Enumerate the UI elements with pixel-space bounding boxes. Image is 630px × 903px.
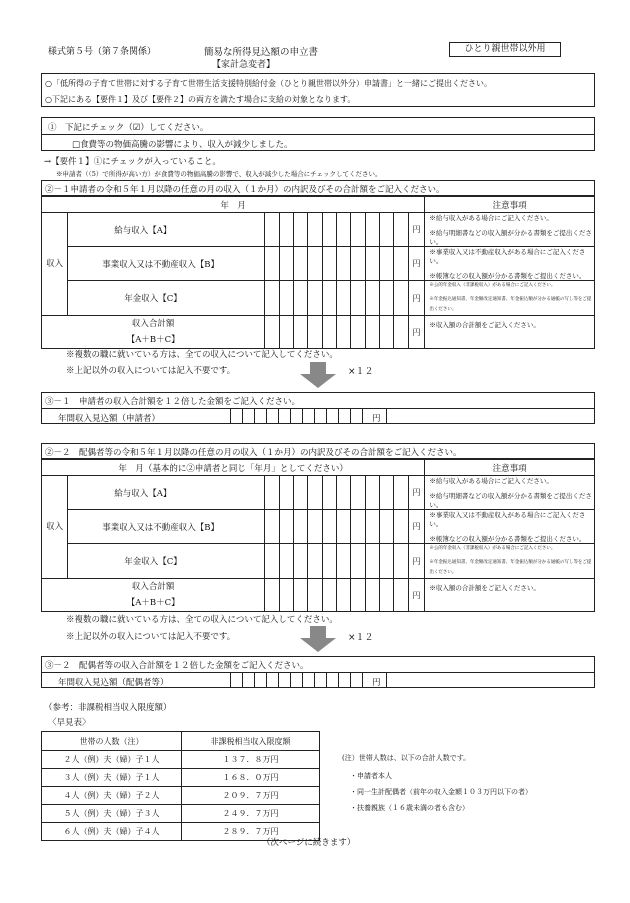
form-type-box: ひとり親世帯以外用 (449, 42, 561, 57)
digit-cell[interactable] (336, 579, 350, 612)
digit-cell[interactable] (394, 510, 408, 544)
form-number: 様式第５号（第７条関係） (48, 47, 157, 57)
income-side-label: 収入 (42, 476, 68, 579)
digit-cell[interactable] (336, 510, 350, 544)
section-2-2-title: ②－２ 配偶者等の令和５年１月以降の任意の月の収入（１か月）の内訳及びその合計額をご記入ください。 (45, 448, 462, 458)
footnote: ※複数の職に就いている方は、全ての収入について記入してください。 (66, 350, 338, 360)
digit-cell[interactable] (365, 476, 379, 510)
annual-label: 年間収入見込額（申請者） (58, 414, 161, 424)
down-arrow-icon (310, 362, 326, 374)
digit-cell[interactable] (322, 579, 336, 612)
digit-cell[interactable] (322, 213, 336, 247)
digit-cell[interactable] (351, 281, 365, 316)
notes-header: 注意事項 (425, 460, 595, 476)
digit-cell[interactable] (365, 213, 379, 247)
multiplier: ×１２ (348, 367, 374, 377)
digit-cell[interactable] (322, 544, 336, 579)
footnote: ※上記以外の収入については記入不要です。 (66, 632, 236, 642)
note-line: ※公的年金収入（非課税収入）がある場合にご記入ください。 (429, 546, 556, 551)
down-arrow-icon (310, 626, 326, 638)
digit-cell[interactable] (265, 247, 279, 281)
digit-cell[interactable] (308, 316, 322, 349)
digit-cell[interactable] (265, 281, 279, 316)
digit-cell[interactable] (279, 281, 293, 316)
ref-limit: １３７．８万円 (182, 751, 320, 769)
digit-cell[interactable] (293, 247, 307, 281)
digit-cell[interactable] (308, 476, 322, 510)
yen-unit: 円 (408, 544, 425, 579)
digit-cell[interactable] (394, 213, 408, 247)
total-label: 収入合計額 (131, 319, 175, 329)
digit-cell[interactable] (379, 213, 393, 247)
ref-col-header: 非課税相当収入限度額 (182, 732, 320, 751)
digit-cell[interactable] (265, 316, 279, 349)
ref-people: ３人（例）夫（婦）子１人 (42, 769, 182, 787)
digit-cell[interactable] (308, 247, 322, 281)
ym-header: 年 月（基本的に②申請者と同じ「年月」としてください） (42, 460, 425, 476)
digit-cell[interactable] (379, 247, 393, 281)
digit-cell[interactable] (265, 544, 279, 579)
digit-cell[interactable] (394, 247, 408, 281)
row-label: 事業収入又は不動産収入【B】 (68, 247, 265, 281)
row-label: 事業収入又は不動産収入【B】 (68, 510, 265, 544)
note-line: ※公的年金収入（非課税収入）がある場合にご記入ください。 (429, 283, 556, 288)
total-note: ※収入額の合計額をご記入ください。 (425, 579, 595, 612)
total-formula: 【A＋B＋C】 (126, 335, 180, 345)
ref-note: (注）世帯人数は、以下の合計人数です。 (342, 754, 471, 762)
down-arrow-head-icon (300, 374, 336, 388)
digit-cell[interactable] (394, 544, 408, 579)
digit-cell[interactable] (293, 316, 307, 349)
digit-cell[interactable] (365, 281, 379, 316)
digit-cell[interactable] (351, 316, 365, 349)
total-formula: 【A＋B＋C】 (126, 598, 180, 608)
intro-line-1: ○「低所得の子育て世帯に対する子育て世帯生活支援特別給付金（ひとり親世帯以外分）申請書」と一緒にご提出ください。 (45, 79, 492, 88)
digit-cell[interactable] (308, 579, 322, 612)
reference-title: （参考：非課税相当収入限度額） (44, 703, 172, 713)
row-label: 給与収入【A】 (68, 213, 265, 247)
row-label: 年金収入【C】 (68, 281, 265, 316)
ref-people: ２人（例）夫（婦）子１人 (42, 751, 182, 769)
digit-cell[interactable] (336, 281, 350, 316)
digit-cell[interactable] (265, 579, 279, 612)
note-line: ※年金振込通知書、年金額改定通知書、年金振込額が分かる通帳の写し等をご提出ください。 (429, 560, 592, 575)
ref-note: ・申請者本人 (350, 772, 392, 780)
digit-cell[interactable] (379, 510, 393, 544)
row-label: 年金収入【C】 (68, 544, 265, 579)
income-side-label: 収入 (42, 213, 68, 316)
digit-cell[interactable] (379, 579, 393, 612)
ref-limit: ２０９．７万円 (182, 787, 320, 805)
digit-cell[interactable] (365, 544, 379, 579)
digit-cell[interactable] (322, 476, 336, 510)
digit-cell[interactable] (336, 476, 350, 510)
digit-cell[interactable] (322, 316, 336, 349)
yen-unit: 円 (408, 476, 425, 510)
requirement-1: →【要件１】①にチェックが入っていること。 (44, 157, 221, 167)
ref-col-header: 世帯の人数（注） (42, 732, 182, 751)
digit-cell[interactable] (351, 213, 365, 247)
down-arrow-head-icon (300, 638, 336, 652)
digit-cell[interactable] (308, 213, 322, 247)
digit-cell[interactable] (336, 544, 350, 579)
digit-cell[interactable] (379, 316, 393, 349)
intro-box (41, 73, 595, 107)
check-instruction: ① 下記にチェック（☑）してください。 (48, 123, 209, 133)
yen-unit: 円 (408, 510, 425, 544)
digit-cell[interactable] (336, 213, 350, 247)
section-2-1-title-box (41, 180, 595, 196)
digit-cell[interactable] (365, 316, 379, 349)
total-label: 収入合計額 (131, 582, 175, 592)
annual-spouse-box (41, 656, 595, 688)
digit-cell[interactable] (293, 544, 307, 579)
digit-cell[interactable] (279, 544, 293, 579)
ref-people: ６人（例）夫（婦）子４人 (42, 823, 182, 841)
digit-cell[interactable] (308, 544, 322, 579)
digit-cell[interactable] (394, 316, 408, 349)
digit-cell[interactable] (279, 247, 293, 281)
digit-cell[interactable] (308, 510, 322, 544)
digit-cell[interactable] (322, 281, 336, 316)
digit-cell[interactable] (351, 579, 365, 612)
digit-cell[interactable] (336, 316, 350, 349)
digit-cell[interactable] (394, 579, 408, 612)
digit-cell[interactable] (279, 213, 293, 247)
digit-cell[interactable] (279, 579, 293, 612)
footnote: ※上記以外の収入については記入不要です。 (66, 366, 236, 376)
note-line: ※帳簿などの収入額が分かる書類をご提出ください。 (429, 272, 586, 280)
check-box (41, 117, 595, 151)
check-note: ※申請者（（5）で所得が高い方）が食費等の物価高騰の影響で、収入が減少した場合にチェックしてください。 (56, 170, 382, 178)
note-line: ※給与収入がある場合にご記入ください。 (429, 477, 553, 485)
digit-cell[interactable] (351, 476, 365, 510)
check-item[interactable]: □食費等の物価高騰の影響により、収入が減少しました。 (72, 140, 293, 150)
section-2-1-title: ②－１申請者の令和５年１月以降の任意の月の収入（１か月）の内訳及びその合計額をご記入ください。 (45, 185, 445, 195)
note-line: ※給与収入がある場合にご記入ください。 (429, 214, 553, 222)
note-line: ※事業収入又は不動産収入がある場合にご記入ください。 (429, 511, 586, 528)
digit-cell[interactable] (265, 476, 279, 510)
digit-cell[interactable] (265, 213, 279, 247)
digit-cell[interactable] (379, 281, 393, 316)
total-note: ※収入額の合計額をご記入ください。 (425, 316, 595, 349)
ref-people: ５人（例）夫（婦）子３人 (42, 805, 182, 823)
digit-cell[interactable] (322, 510, 336, 544)
yen-unit: 円 (408, 316, 425, 349)
income-table-applicant (41, 196, 595, 349)
ref-note: ・同一生計配偶者（前年の収入金額１０３万円以下の者） (350, 788, 532, 796)
reference-subtitle: 〈早見表〉 (48, 718, 91, 728)
page-title: 簡易な所得見込額の申立書 (204, 47, 319, 58)
digit-cell[interactable] (293, 476, 307, 510)
yen-unit: 円 (372, 414, 381, 424)
digit-cell[interactable] (336, 247, 350, 281)
section-3-2-title: ③－２ 配偶者等の収入合計額を１２倍した金額をご記入ください。 (45, 661, 309, 671)
yen-unit: 円 (372, 678, 381, 688)
digit-cell[interactable] (265, 510, 279, 544)
digit-cell[interactable] (351, 510, 365, 544)
digit-cell[interactable] (351, 544, 365, 579)
reference-table (41, 731, 320, 841)
multiplier: ×１２ (348, 633, 374, 643)
ref-limit: １６８．０万円 (182, 769, 320, 787)
annual-label: 年間収入見込額（配偶者等） (58, 678, 169, 688)
note-line: ※事業収入又は不動産収入がある場合にご記入ください。 (429, 248, 586, 265)
footnote: ※複数の職に就いている方は、全ての収入について記入してください。 (66, 615, 338, 625)
income-table-spouse (41, 459, 595, 612)
note-line: ※帳簿などの収入額が分かる書類をご提出ください。 (429, 535, 586, 543)
digit-cell[interactable] (379, 476, 393, 510)
digit-cell[interactable] (279, 316, 293, 349)
section-3-1-title: ③－１ 申請者の収入合計額を１２倍した金額をご記入ください。 (45, 397, 301, 407)
digit-cell[interactable] (365, 579, 379, 612)
digit-cell[interactable] (293, 579, 307, 612)
continued-note: （次ページに続きます） (262, 838, 356, 848)
digit-cell[interactable] (365, 510, 379, 544)
digit-cell[interactable] (379, 544, 393, 579)
digit-cell[interactable] (293, 510, 307, 544)
section-2-2-title-box (41, 443, 595, 459)
ref-limit: ２８９．７万円 (182, 823, 320, 841)
ref-limit: ２４９．７万円 (182, 805, 320, 823)
row-label: 給与収入【A】 (68, 476, 265, 510)
digit-cell[interactable] (365, 247, 379, 281)
note-line: ※給与明細書などの収入額が分かる書類をご提出ください。 (429, 229, 592, 246)
digit-cell[interactable] (279, 510, 293, 544)
yen-unit: 円 (408, 213, 425, 247)
page-subtitle: 【家計急変者】 (212, 60, 276, 70)
ym-header: 年 月 (42, 197, 425, 213)
digit-cell[interactable] (293, 213, 307, 247)
notes-header: 注意事項 (425, 197, 595, 213)
digit-cell[interactable] (394, 476, 408, 510)
digit-cell[interactable] (293, 281, 307, 316)
intro-line-2: ○下記にある【要件１】及び【要件２】の両方を満たす場合に支給の対象となります。 (45, 95, 356, 104)
yen-unit: 円 (408, 281, 425, 316)
ref-people: ４人（例）夫（婦）子２人 (42, 787, 182, 805)
digit-cell[interactable] (351, 247, 365, 281)
digit-cell[interactable] (322, 247, 336, 281)
digit-cell[interactable] (394, 281, 408, 316)
yen-unit: 円 (408, 247, 425, 281)
ref-note: ・扶養親族（１６歳未満の者も含む） (350, 804, 469, 812)
yen-unit: 円 (408, 579, 425, 612)
note-line: ※給与明細書などの収入額が分かる書類をご提出ください。 (429, 492, 592, 509)
digit-cell[interactable] (279, 476, 293, 510)
annual-applicant-box (41, 392, 595, 424)
note-line: ※年金振込通知書、年金額改定通知書、年金振込額が分かる通帳の写し等をご提出ください。 (429, 297, 592, 312)
digit-cell[interactable] (308, 281, 322, 316)
